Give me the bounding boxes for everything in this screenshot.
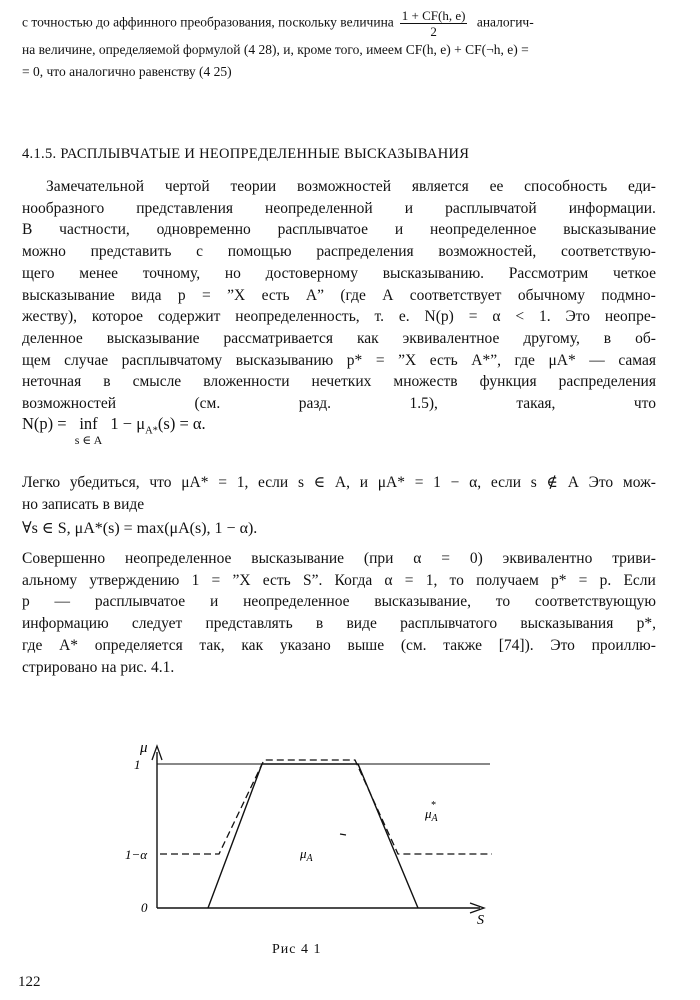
continued-paragraph — [22, 8, 662, 83]
main-paragraph: Замечательной чертой теории возможностей является ее способность еди- нообразного представления неопределенной и расплывчатой информации. В частности, одновременно расплывчатое и неопределенное высказывание можно представить с помощью распределения возможностей, соответствую- щего менее точному, но достоверному высказыванию. Рассмотрим четкое высказывание вида p = ”X есть A” (где A соответствует обычному подмно- жеству), которое содержит неопределенность, т. е. N(p) = α < 1. Это неопре- деленное высказывание рассматривается как эквивалентное другому, в об- щем случае расплывчатому высказыванию p* = ”X есть A*”, где μA* — самая неточная в смысле вложенности нечетких множеств функция распределения возможностей (см. разд. 1.5), такая, что — [22, 178, 656, 413]
tick-label-1: 1 — [134, 757, 141, 772]
formula-np: N(p) = inf s ∈ A $1 - \mu_{A*}(s) = \alpha$. — [22, 414, 206, 447]
continued-line-3: = 0, что аналогично равенству (4 25) — [22, 64, 232, 79]
formula-forall: ∀s ∈ S, μA*(s) = max(μA(s), 1 − α). — [22, 520, 258, 537]
section-heading: 4.1.5. РАСПЛЫВЧАТЫЕ И НЕОПРЕДЕЛЕННЫЕ ВЫСКАЗЫВАНИЯ — [22, 146, 470, 162]
tick-label-1-alpha: 1−α — [125, 847, 148, 862]
page-number: 122 — [18, 974, 41, 990]
mu-a-star-curve — [160, 760, 492, 854]
paragraph-3: Совершенно неопределенное высказывание (при α = 0) эквивалентно триви- альному утверждению 1 = ”X есть S”. Когда α = 1, то получаем p* = p. Если p — расплывчатое и неопределенное высказывание, то соответствующую информацию следует представлять в виде расплывчатого высказывания p*, где A* определяется так, как указано выше (см. также [74]). Это проиллю- стрировано на рис. 4.1. — [22, 550, 656, 676]
y-axis-label: μ — [140, 740, 148, 756]
axes — [152, 746, 484, 913]
stray-mark — [340, 834, 346, 835]
fraction: $\frac{1 + CF(h, e)}{2}$ — [401, 8, 466, 39]
mu-a-star-label: $\mu_A*$ — [425, 800, 438, 824]
x-axis-label: S — [477, 913, 484, 928]
tick-label-0: 0 — [141, 900, 148, 915]
figure-caption: Рис 4 1 — [272, 942, 322, 957]
mu-a-curve — [208, 764, 418, 908]
mu-a-label: $\mu_A$ — [300, 846, 313, 864]
figure-4-1 — [0, 722, 700, 962]
paragraph-2: Легко убедиться, что μA* = 1, если s ∈ A, и μA* = 1 − α, если s ∉ A Это мож- но записать в виде — [22, 474, 656, 513]
continued-line-1: с точностью до аффинного преобразования, поскольку величина $\frac{1 + CF(h, e)}{2}$ аналогич- — [22, 8, 534, 39]
continued-line-2: на величине, определяемой формулой (4 28), и, кроме того, имеем CF(h, e) + CF(¬h, e) = — [22, 42, 529, 57]
